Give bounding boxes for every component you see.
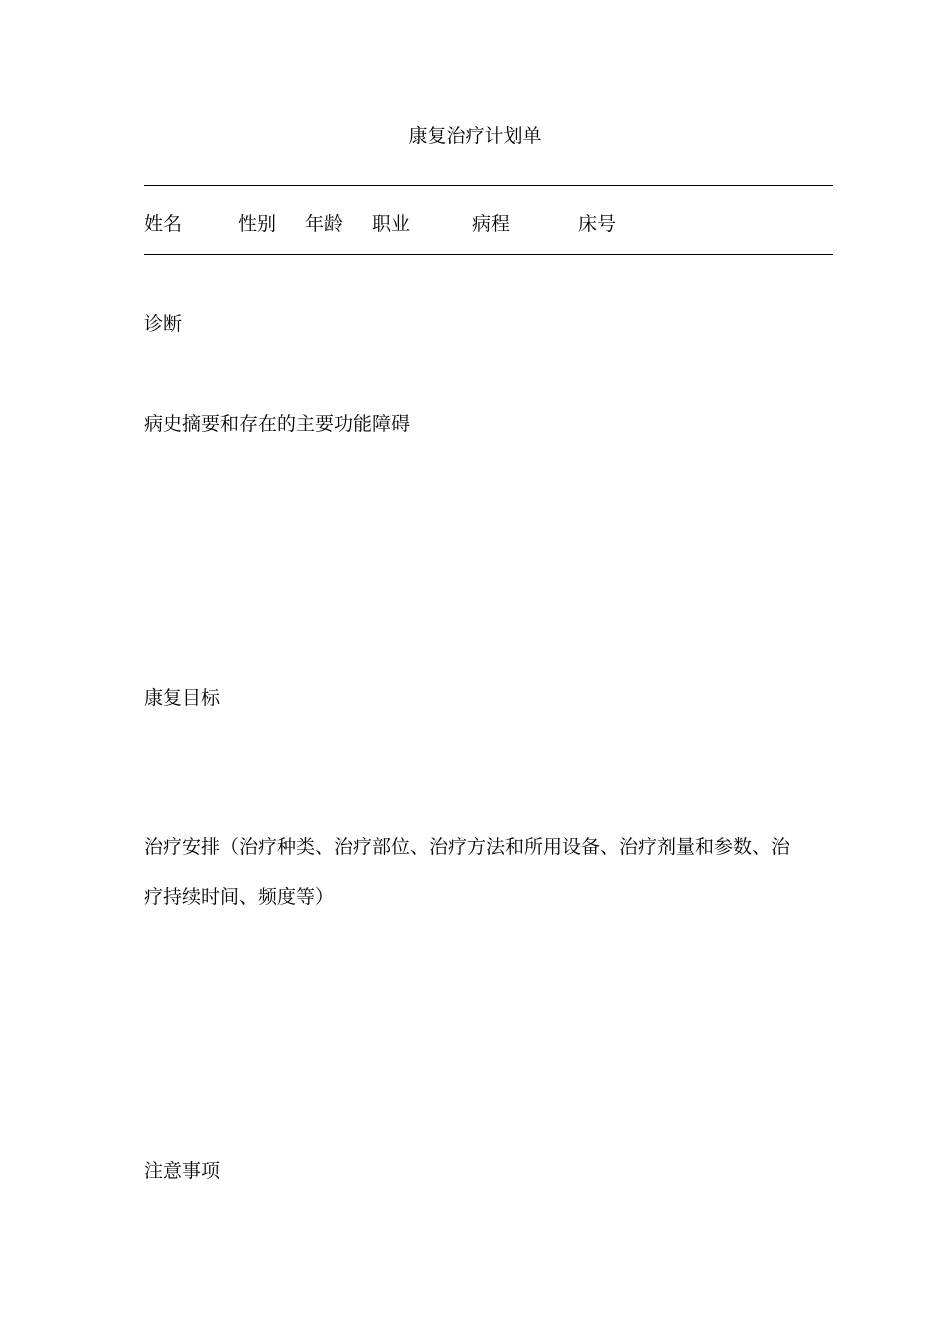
- section-goals: 康复目标: [144, 687, 221, 709]
- field-name-label: 姓名: [144, 213, 183, 235]
- header-top-rule: [144, 185, 833, 186]
- section-diagnosis: 诊断: [144, 313, 183, 335]
- document-title: 康复治疗计划单: [408, 125, 542, 147]
- field-bed-label: 床号: [578, 213, 617, 235]
- section-treatment-line-1: 治疗安排（治疗种类、治疗部位、治疗方法和所用设备、治疗剂量和参数、治: [144, 836, 791, 858]
- section-notes: 注意事项: [144, 1160, 221, 1182]
- field-occupation-label: 职业: [372, 213, 411, 235]
- section-history: 病史摘要和存在的主要功能障碍: [144, 413, 411, 435]
- header-bottom-rule: [144, 254, 833, 255]
- section-treatment-line-2: 疗持续时间、频度等）: [144, 886, 335, 908]
- field-course-label: 病程: [472, 213, 511, 235]
- field-age-label: 年龄: [305, 213, 344, 235]
- field-sex-label: 性别: [238, 213, 277, 235]
